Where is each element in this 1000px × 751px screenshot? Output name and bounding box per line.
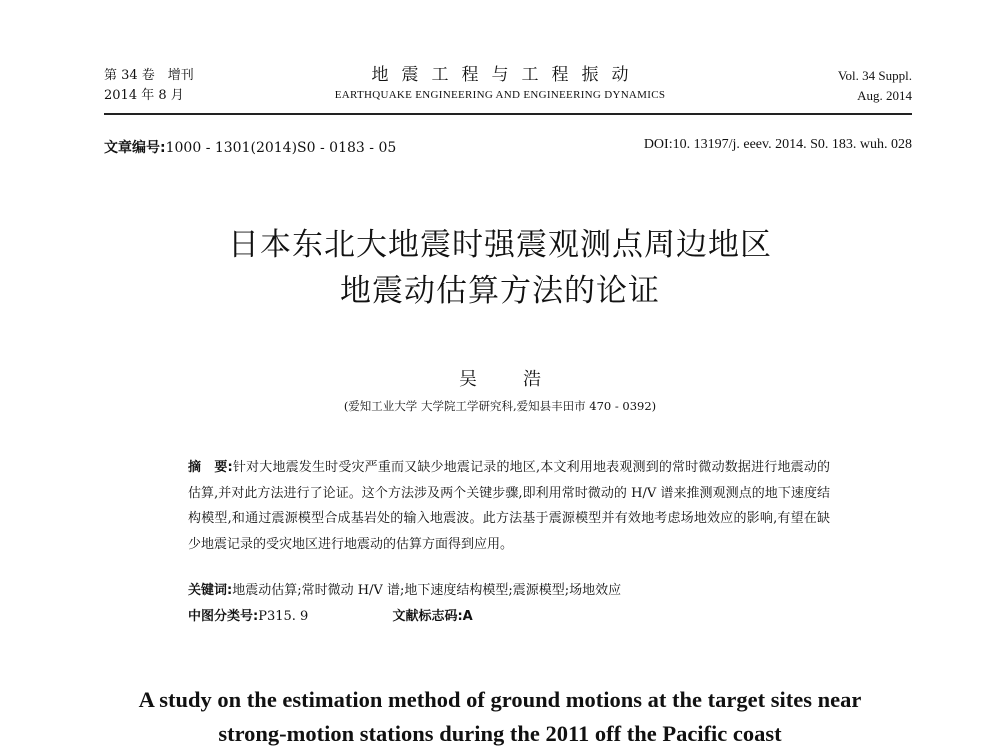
clc-label: 中图分类号: — [188, 609, 259, 624]
abstract-label: 摘 要: — [188, 460, 233, 475]
classification-line — [188, 606, 830, 628]
abstract-text: 针对大地震发生时受灾严重而又缺少地震记录的地区,本文利用地表观测到的常时微动数据进行地震动的估算,并对此方法进行了论证。这个方法涉及两个关键步骤,即利用常时微动的 H/V 谱来推测观测点的地下速度结构模型,和通过震源模型合成基岩处的输入地震波。此方法基于震源模型并有效地考虑场地效应的影响,有望在缺少地震记录的受灾地区进行地震动的估算方面得到应用。 — [188, 460, 830, 552]
keywords — [188, 580, 830, 602]
clc-value: P315. 9 — [258, 609, 309, 624]
article-number-value: 1000 - 1301(2014)S0 - 0183 - 05 — [165, 140, 397, 156]
volume-en: Vol. 34 Suppl. — [837, 68, 912, 83]
doi: DOI:10. 13197/j. eeev. 2014. S0. 183. wuh. 028 — [643, 137, 912, 152]
keywords-label: 关键词: — [188, 583, 233, 598]
doc-code-label: 文献标志码: — [392, 609, 463, 624]
paper-title-cn — [0, 222, 1000, 314]
volume-cn: 第 34 卷 增刊 — [104, 68, 194, 83]
article-number — [104, 137, 396, 157]
journal-title-cn: 地震工程与工程振动 — [371, 65, 642, 85]
abstract — [188, 455, 830, 557]
paper-title-cn-line1: 日本东北大地震时强震观测点周边地区 — [228, 227, 772, 263]
paper-title-en-line2: strong-motion stations during the 2011 off the Pacific coast — [218, 721, 782, 746]
paper-title-en-line1: A study on the estimation method of ground motions at the target sites near — [138, 687, 862, 712]
paper-title-cn-line2: 地震动估算方法的论证 — [340, 273, 660, 309]
journal-issue-info-en — [838, 66, 912, 106]
paper-title-en — [40, 683, 960, 751]
journal-issue-info-cn — [104, 66, 194, 106]
journal-title-en: EARTHQUAKE ENGINEERING AND ENGINEERING DYNAMICS — [334, 89, 666, 101]
date-cn: 2014 年 8 月 — [104, 88, 184, 103]
author-affiliation: (爱知工业大学 大学院工学研究科,爱知县丰田市 470 - 0392) — [343, 399, 657, 413]
keywords-text: 地震动估算;常时微动 H/V 谱;地下速度结构模型;震源模型;场地效应 — [232, 583, 622, 598]
author-name: 吴 浩 — [459, 369, 555, 390]
date-en: Aug. 2014 — [857, 88, 912, 103]
article-id-line — [104, 137, 912, 157]
header-rule — [104, 113, 912, 115]
article-number-label: 文章编号: — [104, 140, 166, 156]
doc-code-value: A — [462, 609, 473, 624]
journal-title-block — [250, 64, 750, 104]
